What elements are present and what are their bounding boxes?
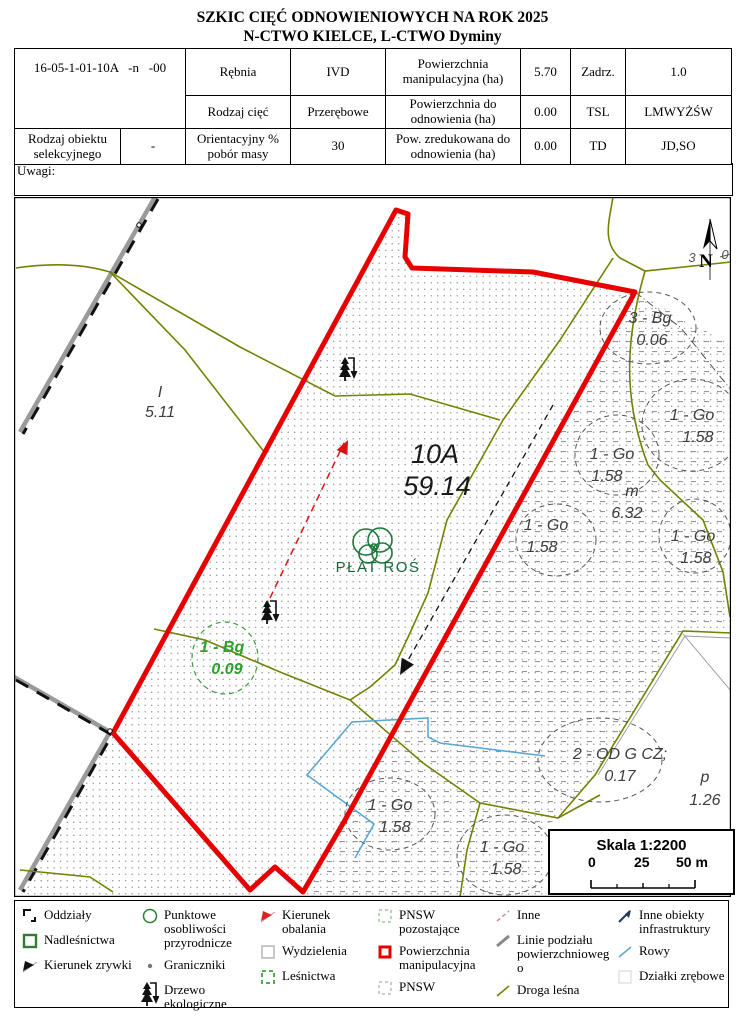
- scale-ruler: [590, 879, 702, 891]
- other-lines-icon: [494, 907, 512, 925]
- legend-item-zrywka: [21, 957, 141, 975]
- legend-label: Wydzielenia: [282, 943, 347, 959]
- legend-item-graniczniki: [141, 957, 259, 975]
- map-label: p: [700, 769, 710, 786]
- map-canvas: [14, 197, 731, 897]
- cell-tsl-value: LMWYŻŚW: [626, 96, 732, 129]
- title-line1: SZKIC CIĘĆ ODNOWIENIOWYCH NA ROK 2025: [196, 9, 549, 26]
- cell-procent-label: Orientacyjny % pobór masy: [186, 129, 291, 165]
- boundary-marker-icon: [137, 223, 141, 227]
- legend-column-3: [259, 907, 376, 1011]
- map-label: 0.17: [604, 768, 636, 785]
- legend-label: Droga leśna: [517, 982, 580, 998]
- legend-label: Leśnictwa: [282, 968, 336, 984]
- map-label: 1 - Go: [367, 797, 413, 814]
- legend-label: Inne obiekty infrastruktury: [639, 907, 711, 937]
- map-label: m: [625, 483, 639, 500]
- boundary-marker-icon: [141, 957, 159, 975]
- subcompartment-icon: [259, 943, 277, 961]
- map-label-plot-area: 59.14: [403, 471, 471, 501]
- map-label: 1.58: [680, 550, 712, 567]
- cell-rodzaj-obiektu-label: Rodzaj obiektu selekcyjnego: [15, 129, 121, 165]
- legend-column-2: [141, 907, 259, 1011]
- cell-td-value: JD,SO: [626, 129, 732, 165]
- map-label: 1.26: [689, 792, 721, 809]
- skidding-direction-icon: [21, 957, 39, 975]
- cell-rebnia-label: Rębnia: [186, 49, 291, 96]
- manipulation-area-icon: [376, 943, 394, 961]
- cell-rodzaj-ciec-value: Przerębowe: [291, 96, 386, 129]
- pnsw-icon: [376, 979, 394, 997]
- map-label: 1 - Go: [479, 839, 525, 856]
- natural-feature-icon: [141, 907, 159, 925]
- cell-pow-odn-value: 0.00: [521, 96, 571, 129]
- map-label: 1.58: [379, 819, 411, 836]
- cell-zadrz-label: Zadrz.: [571, 49, 626, 96]
- legend-label: Linie podziału powierzchnioweg o: [517, 932, 610, 976]
- map-label: 2 - OD G CZ;: [572, 746, 668, 763]
- cell-pow-zred-label: Pow. zredukowana do odnowienia (ha): [386, 129, 521, 165]
- legend-column-4: [376, 907, 494, 1011]
- map-label: I: [157, 384, 163, 401]
- compartments-icon: [21, 907, 39, 925]
- legend-label: Punktowe osobliwości przyrodnicze: [164, 907, 232, 951]
- legend-label: Nadleśnictwa: [44, 932, 115, 947]
- uwagi-box: [14, 163, 733, 196]
- scale-numbers: [550, 854, 733, 870]
- north-label: N: [699, 251, 713, 272]
- felling-plots-icon: [616, 968, 634, 986]
- legend-label: Kierunek obalania: [282, 907, 331, 937]
- legend-item-inne: [494, 907, 616, 925]
- map-label: 0: [721, 247, 729, 262]
- legend-item-punktowe: [141, 907, 259, 950]
- map-label: 6.32: [611, 505, 643, 522]
- forest-range-icon: [259, 968, 277, 986]
- legend-label: PNSW pozostające: [399, 907, 460, 937]
- pnsw-remaining-icon: [376, 907, 394, 925]
- legend-item-wydzielenia: [259, 943, 376, 961]
- cell-pow-odn-label: Powierzchnia do odnowienia (ha): [386, 96, 521, 129]
- map-label: 3: [688, 250, 696, 265]
- legend-label: Oddziały: [44, 907, 92, 922]
- legend-label: PNSW: [399, 979, 436, 995]
- thin-line-p-boundary: [683, 634, 731, 691]
- map: [14, 197, 731, 897]
- ecological-tree-icon: [141, 982, 159, 1008]
- map-label: 5.11: [145, 404, 175, 421]
- cell-pow-manip-label: Powierzchnia manipulacyjna (ha): [386, 49, 521, 96]
- scale-box: [548, 829, 735, 895]
- map-label: 1 - Go: [670, 528, 716, 545]
- legend-column-1: [21, 907, 141, 1011]
- forest-district-icon: [21, 932, 39, 950]
- map-label: 0.06: [636, 332, 668, 349]
- cell-td-label: TD: [571, 129, 626, 165]
- legend-item-droga: [494, 982, 616, 1000]
- legend-item-obalanie: [259, 907, 376, 936]
- division-lines-icon: [494, 932, 512, 950]
- legend-item-pow-manip: [376, 943, 494, 972]
- legend-item-rowy: [616, 943, 734, 961]
- map-label: 1 - Go: [523, 517, 569, 534]
- legend-label: Rowy: [639, 943, 671, 959]
- felling-direction-icon: [259, 907, 277, 925]
- scale-tick-50: 50 m: [676, 854, 708, 870]
- cell-rodzaj-obiektu-value: -: [121, 129, 186, 165]
- map-label: 0.09: [211, 661, 243, 678]
- legend-label: Drzewo ekologiczne: [164, 982, 227, 1012]
- legend-label: Inne: [517, 907, 541, 922]
- cell-procent-value: 30: [291, 129, 386, 165]
- scale-tick-0: 0: [588, 854, 596, 870]
- legend-label: Graniczniki: [164, 957, 226, 973]
- legend-item-linie: [494, 932, 616, 975]
- uwagi-label: Uwagi:: [17, 163, 56, 178]
- map-label: 3 - Bg: [628, 310, 672, 327]
- legend-item-dzialki: [616, 968, 734, 986]
- plot-info-table: [14, 48, 732, 165]
- map-label: 1.58: [526, 539, 558, 556]
- legend-item-lesnictwa: [259, 968, 376, 986]
- cell-pow-manip-value: 5.70: [521, 49, 571, 96]
- map-label: 1.58: [490, 861, 522, 878]
- scale-tick-25: 25: [634, 854, 650, 870]
- legend-label: Kierunek zrywki: [44, 957, 132, 972]
- map-label: 1 - Go: [669, 407, 715, 424]
- legend-item-pnsw: [376, 979, 494, 997]
- infrastructure-icon: [616, 907, 634, 925]
- legend-item-pnsw-poz: [376, 907, 494, 936]
- cell-address: 16-05-1-01-10A -n -00: [15, 49, 186, 129]
- page-title: [0, 8, 745, 47]
- map-label: 1.58: [682, 429, 714, 446]
- title-line2: N-CTWO KIELCE, L-CTWO Dyminy: [243, 28, 502, 46]
- boundary-marker-icon: [108, 729, 112, 733]
- map-legend: [14, 900, 729, 1012]
- legend-item-oddzialy: [21, 907, 141, 925]
- map-label: 1 - Go: [589, 446, 635, 463]
- legend-item-infra: [616, 907, 734, 936]
- ditches-icon: [616, 943, 634, 961]
- legend-column-6: [616, 907, 734, 1011]
- cell-tsl-label: TSL: [571, 96, 626, 129]
- legend-label: Powierzchnia manipulacyjna: [399, 943, 476, 973]
- cell-zadrz-value: 1.0: [626, 49, 732, 96]
- cell-pow-zred-value: 0.00: [521, 129, 571, 165]
- division-line-northwest: [20, 197, 158, 434]
- map-label: 1 - Bg: [199, 639, 245, 656]
- legend-item-nadlesnictwa: [21, 932, 141, 950]
- forest-road-icon: [494, 982, 512, 1000]
- map-label-plot-id: 10A: [410, 439, 460, 469]
- legend-column-5: [494, 907, 616, 1011]
- cell-rebnia-value: IVD: [291, 49, 386, 96]
- map-label: 1.58: [591, 468, 623, 485]
- scale-title: Skala 1:2200: [596, 837, 687, 854]
- legend-item-drzewo: [141, 982, 259, 1011]
- legend-label: Działki zrębowe: [639, 968, 725, 984]
- cell-rodzaj-ciec-label: Rodzaj cięć: [186, 96, 291, 129]
- map-label-plat-ros: PŁAT ROŚ: [335, 559, 421, 576]
